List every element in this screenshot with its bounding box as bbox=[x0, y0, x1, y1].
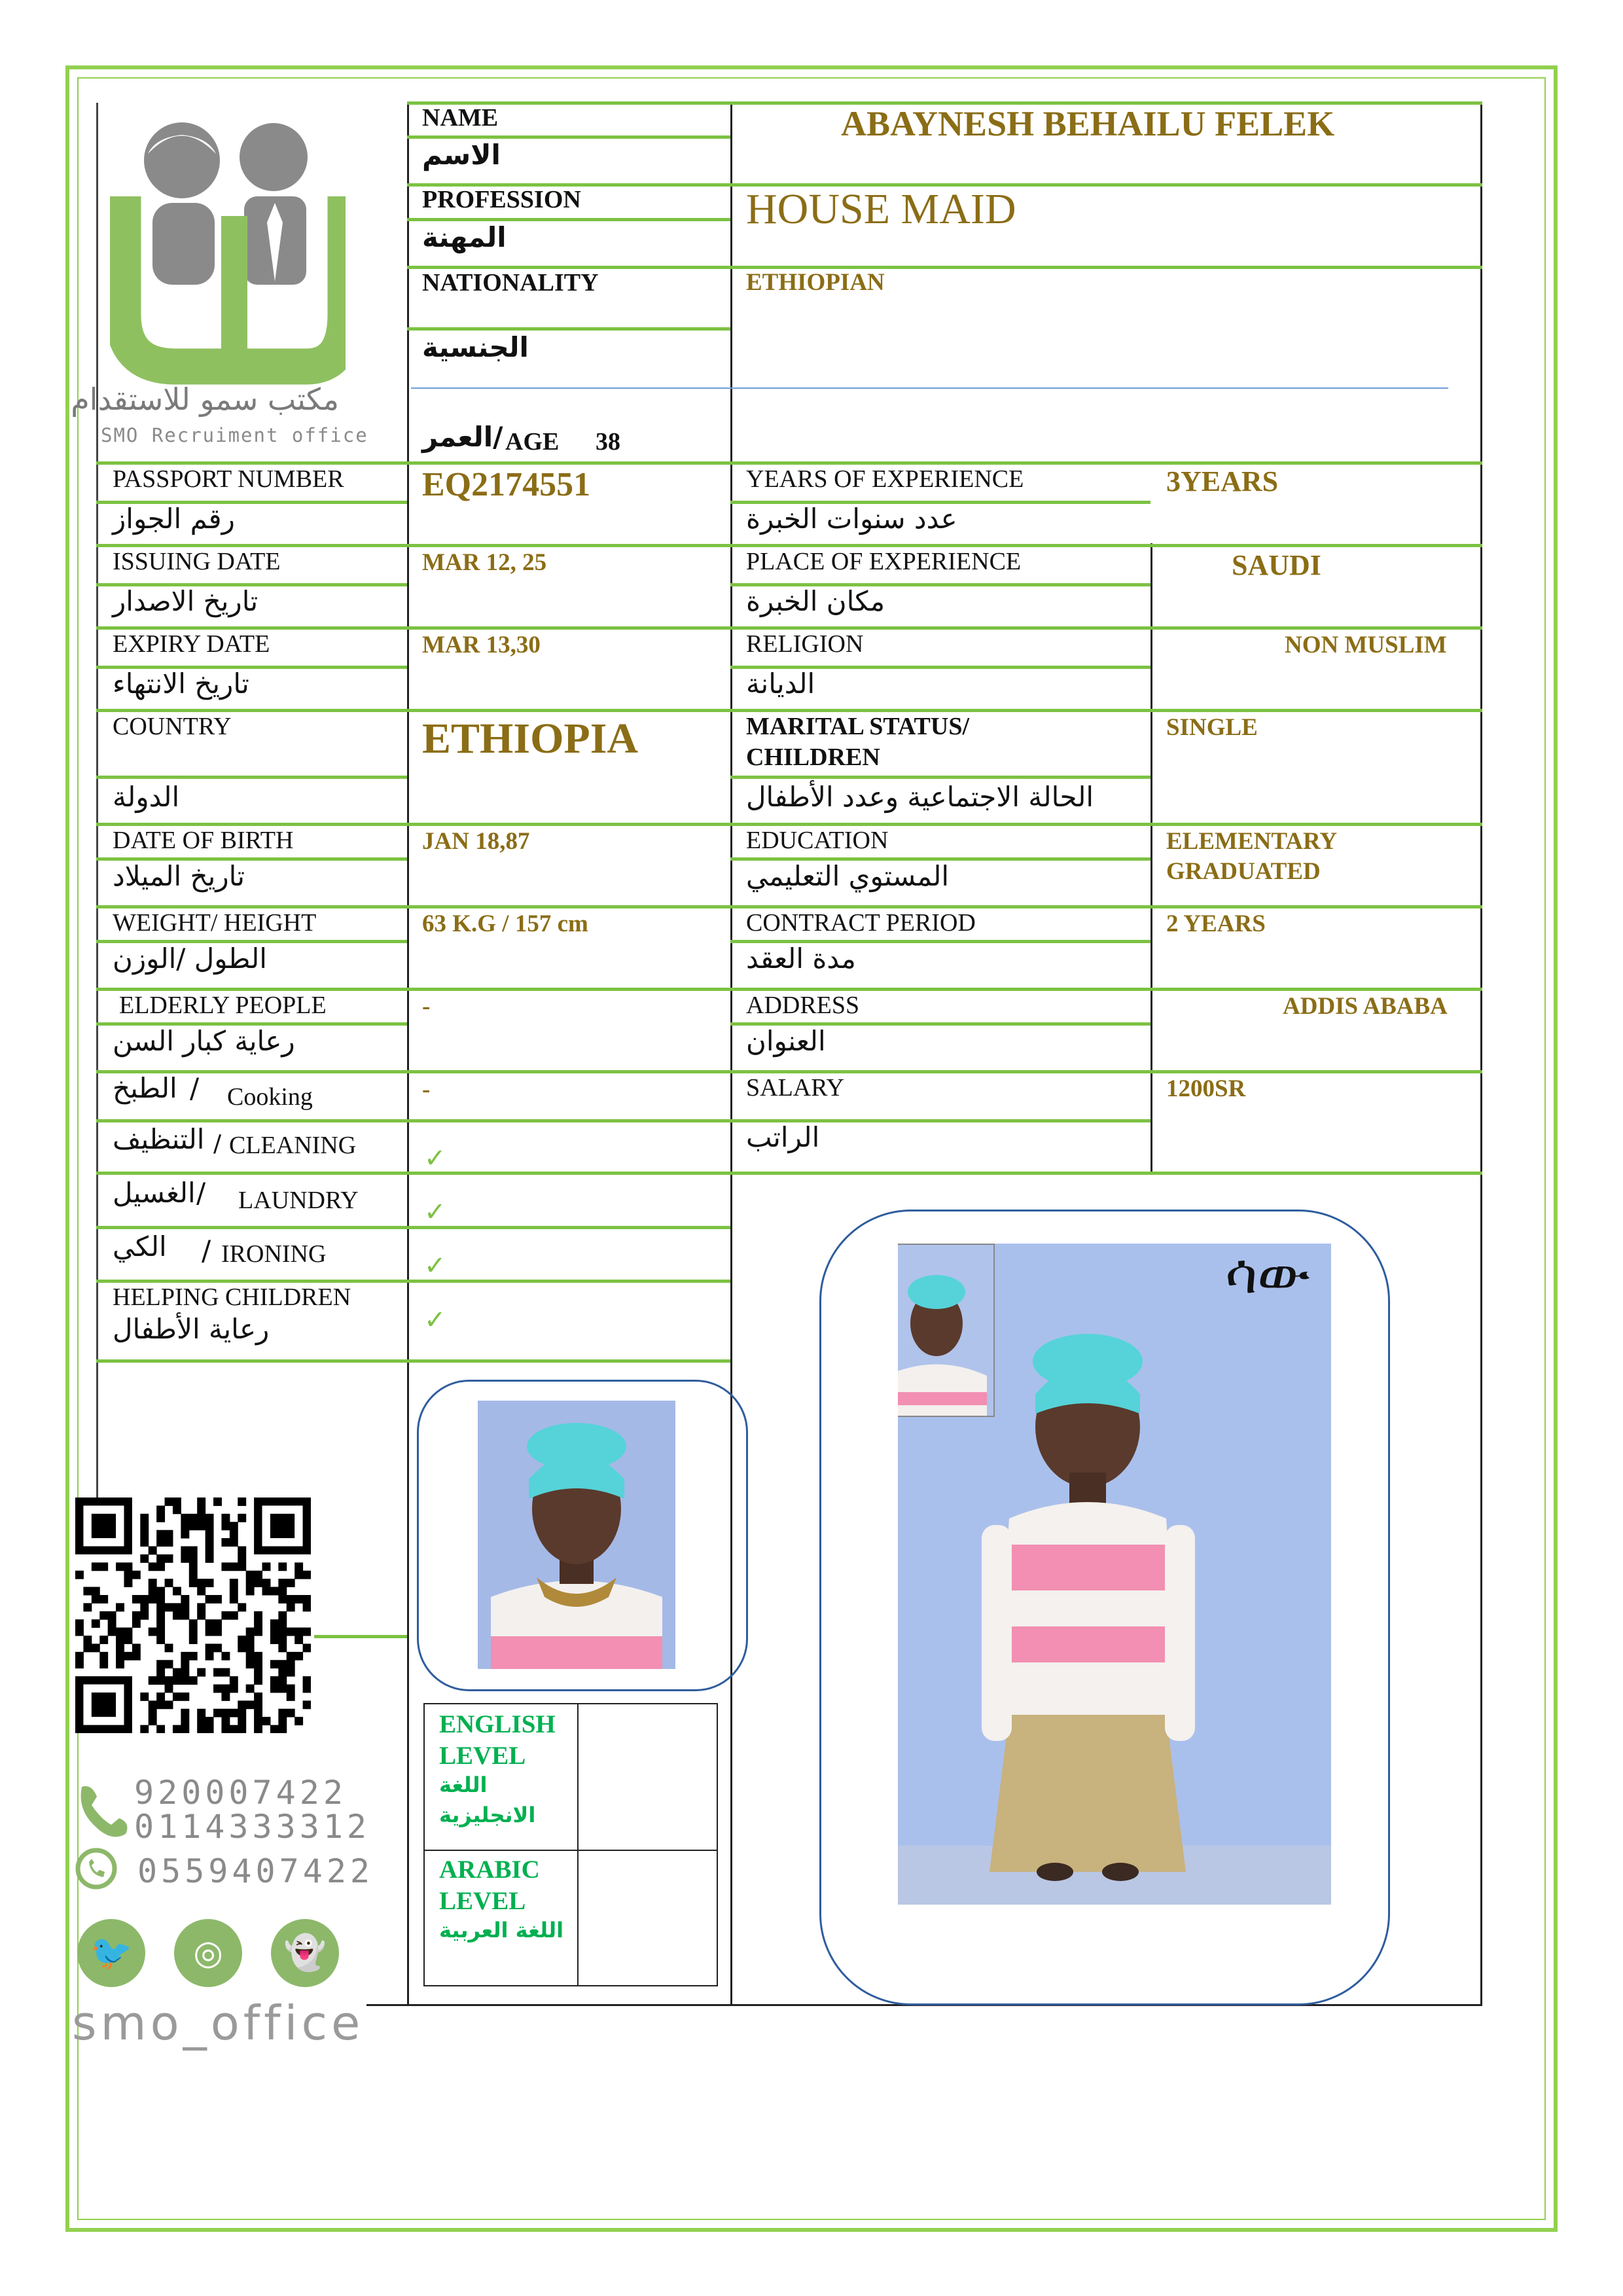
whatsapp-icon bbox=[73, 1846, 119, 1892]
inset-portrait bbox=[898, 1244, 995, 1417]
nationality-label-ar: الجنسية bbox=[422, 331, 529, 363]
name-label-ar: الاسم bbox=[422, 139, 501, 171]
expiry-date-label-ar: تاريخ الانتهاء bbox=[113, 668, 249, 700]
candidate-name: ABAYNESH BEHAILU FELEK bbox=[841, 104, 1335, 143]
profession-value: HOUSE MAID bbox=[746, 185, 1016, 233]
issuing-date-label-ar: تاريخ الاصدار bbox=[113, 585, 259, 617]
phone-icon bbox=[72, 1780, 131, 1839]
qr-code[interactable] bbox=[75, 1498, 311, 1733]
cleaning-sep: / bbox=[213, 1130, 222, 1157]
experience-years-value: 3YEARS bbox=[1166, 465, 1279, 497]
rule bbox=[96, 1172, 1482, 1175]
english-level-label: ENGLISH bbox=[439, 1710, 556, 1738]
portrait-photo bbox=[478, 1401, 675, 1669]
education-value: ELEMENTARY bbox=[1166, 828, 1338, 855]
country-value: ETHIOPIA bbox=[422, 715, 639, 762]
experience-place-label: PLACE OF EXPERIENCE bbox=[746, 548, 1022, 575]
rule bbox=[96, 1280, 730, 1283]
nationality-label: NATIONALITY bbox=[422, 269, 599, 296]
cooking-label: Cooking bbox=[227, 1083, 313, 1111]
experience-years-label-ar: عدد سنوات الخبرة bbox=[746, 503, 957, 535]
english-level-label-ar-2: الانجليزية bbox=[439, 1803, 536, 1827]
contract-label: CONTRACT PERIOD bbox=[746, 909, 976, 937]
age-value: 38 bbox=[596, 428, 620, 456]
rule bbox=[96, 1359, 730, 1363]
contract-label-ar: مدة العقد bbox=[746, 942, 856, 975]
rule bbox=[96, 1226, 730, 1229]
address-value: ADDIS ABABA bbox=[1283, 993, 1448, 1020]
issuing-date-label: ISSUING DATE bbox=[113, 548, 281, 575]
education-value-2: GRADUATED bbox=[1166, 858, 1321, 885]
salary-label: SALARY bbox=[746, 1074, 844, 1102]
rule bbox=[96, 1119, 730, 1122]
english-level-label-2: LEVEL bbox=[439, 1742, 526, 1770]
logo-english: SMO Recruiment office bbox=[101, 424, 368, 446]
name-label: NAME bbox=[422, 104, 499, 132]
logo bbox=[71, 118, 368, 458]
rule bbox=[96, 544, 1482, 547]
salary-value: 1200SR bbox=[1166, 1075, 1246, 1102]
marital-label-2: CHILDREN bbox=[746, 744, 880, 771]
issuing-date-value: MAR 12, 25 bbox=[422, 549, 547, 576]
profession-label: PROFESSION bbox=[422, 186, 581, 213]
weight-height-value: 63 K.G / 157 cm bbox=[422, 910, 588, 937]
religion-label: RELIGION bbox=[746, 630, 864, 658]
instagram-icon[interactable]: ◎ bbox=[174, 1919, 242, 1987]
ironing-check-icon: ✓ bbox=[424, 1251, 446, 1281]
marital-value: SINGLE bbox=[1166, 714, 1258, 741]
weight-height-label-ar: الطول /الوزن bbox=[113, 942, 267, 975]
arabic-level-label-ar: اللغة العربية bbox=[439, 1918, 564, 1943]
social-handle: smo_office bbox=[72, 1996, 365, 2051]
english-level-label-ar: اللغة bbox=[439, 1772, 488, 1797]
rule bbox=[411, 387, 1448, 389]
rule bbox=[407, 101, 409, 2006]
expiry-date-label: EXPIRY DATE bbox=[113, 630, 270, 658]
experience-years-label: YEARS OF EXPERIENCE bbox=[746, 465, 1024, 493]
cooking-label-ar: الطبخ bbox=[113, 1072, 177, 1104]
rule bbox=[577, 1704, 579, 1986]
education-label: EDUCATION bbox=[746, 827, 889, 854]
rule bbox=[1150, 543, 1152, 1172]
weight-height-label: WEIGHT/ HEIGHT bbox=[113, 909, 317, 937]
nationality-value: ETHIOPIAN bbox=[746, 269, 885, 296]
ironing-label-ar: الكي bbox=[113, 1230, 167, 1263]
country-label-ar: الدولة bbox=[113, 781, 180, 813]
education-label-ar: المستوي التعليمي bbox=[746, 860, 950, 892]
whatsapp-number: 0559407422 bbox=[137, 1852, 374, 1890]
rule bbox=[96, 626, 1482, 630]
rule bbox=[314, 1635, 407, 1638]
helping-children-label-ar: رعاية الأطفال bbox=[113, 1313, 270, 1345]
age-label-ar: العمر/ bbox=[422, 421, 503, 453]
address-label: ADDRESS bbox=[746, 992, 860, 1019]
profession-label-ar: المهنة bbox=[422, 221, 507, 253]
passport-label-ar: رقم الجواز bbox=[113, 503, 235, 535]
laundry-label-ar: الغسيل bbox=[113, 1177, 196, 1209]
phone-1: 920007422 bbox=[134, 1774, 347, 1812]
helping-children-label: HELPING CHILDREN bbox=[113, 1283, 351, 1311]
address-label-ar: العنوان bbox=[746, 1025, 826, 1057]
photo-caption: ሳው bbox=[1225, 1244, 1311, 1306]
elderly-value: - bbox=[422, 993, 431, 1020]
rule bbox=[96, 1070, 1482, 1073]
rule bbox=[1480, 101, 1482, 2006]
rule bbox=[96, 709, 1482, 712]
passport-value: EQ2174551 bbox=[422, 466, 591, 503]
language-table bbox=[423, 1703, 718, 1986]
rule bbox=[96, 823, 1482, 826]
country-label: COUNTRY bbox=[113, 713, 232, 740]
dob-value: JAN 18,87 bbox=[422, 828, 530, 855]
rule bbox=[96, 905, 1482, 908]
salary-label-ar: الراتب bbox=[746, 1121, 820, 1153]
elderly-label-ar: رعاية كبار السن bbox=[113, 1025, 295, 1057]
expiry-date-value: MAR 13,30 bbox=[422, 632, 541, 658]
rule bbox=[96, 776, 407, 779]
dob-label-ar: تاريخ الميلاد bbox=[113, 860, 245, 892]
helping-children-check-icon: ✓ bbox=[424, 1305, 446, 1335]
rule bbox=[407, 327, 730, 331]
experience-place-label-ar: مكان الخبرة bbox=[746, 585, 885, 617]
rule bbox=[96, 988, 1482, 991]
full-body-photo bbox=[898, 1244, 1331, 1905]
cooking-sep: / bbox=[190, 1072, 200, 1104]
age-label: AGE bbox=[505, 428, 560, 456]
marital-label-ar: الحالة الاجتماعية وعدد الأطفال bbox=[746, 781, 1094, 813]
phone-2: 0114333312 bbox=[134, 1808, 371, 1846]
religion-label-ar: الديانة bbox=[746, 668, 815, 700]
laundry-label: LAUNDRY bbox=[238, 1187, 359, 1214]
ironing-label: IRONING bbox=[221, 1240, 327, 1268]
rule bbox=[96, 461, 1482, 465]
religion-value: NON MUSLIM bbox=[1285, 632, 1447, 658]
marital-label: MARITAL STATUS/ bbox=[746, 713, 970, 740]
snapchat-icon[interactable]: 👻 bbox=[271, 1919, 339, 1987]
ironing-sep: / bbox=[202, 1234, 211, 1266]
arabic-level-label-2: LEVEL bbox=[439, 1887, 526, 1915]
dob-label: DATE OF BIRTH bbox=[113, 827, 294, 854]
elderly-label: ELDERLY PEOPLE bbox=[119, 992, 327, 1019]
cleaning-label-ar: التنظيف bbox=[113, 1123, 205, 1155]
twitter-icon[interactable]: 🐦 bbox=[77, 1919, 145, 1987]
logo-arabic: مكتب سمو للاستقدام bbox=[71, 382, 339, 417]
rule bbox=[425, 1850, 718, 1851]
contract-value: 2 YEARS bbox=[1166, 910, 1266, 937]
arabic-level-label: ARABIC bbox=[439, 1856, 540, 1884]
cleaning-label: CLEANING bbox=[229, 1132, 357, 1159]
passport-label: PASSPORT NUMBER bbox=[113, 465, 344, 493]
experience-place-value: SAUDI bbox=[1232, 549, 1321, 581]
cooking-value: - bbox=[422, 1076, 431, 1103]
laundry-sep: / bbox=[196, 1177, 206, 1209]
laundry-check-icon: ✓ bbox=[424, 1197, 446, 1227]
cleaning-check-icon: ✓ bbox=[424, 1143, 446, 1174]
rule bbox=[730, 776, 1150, 779]
